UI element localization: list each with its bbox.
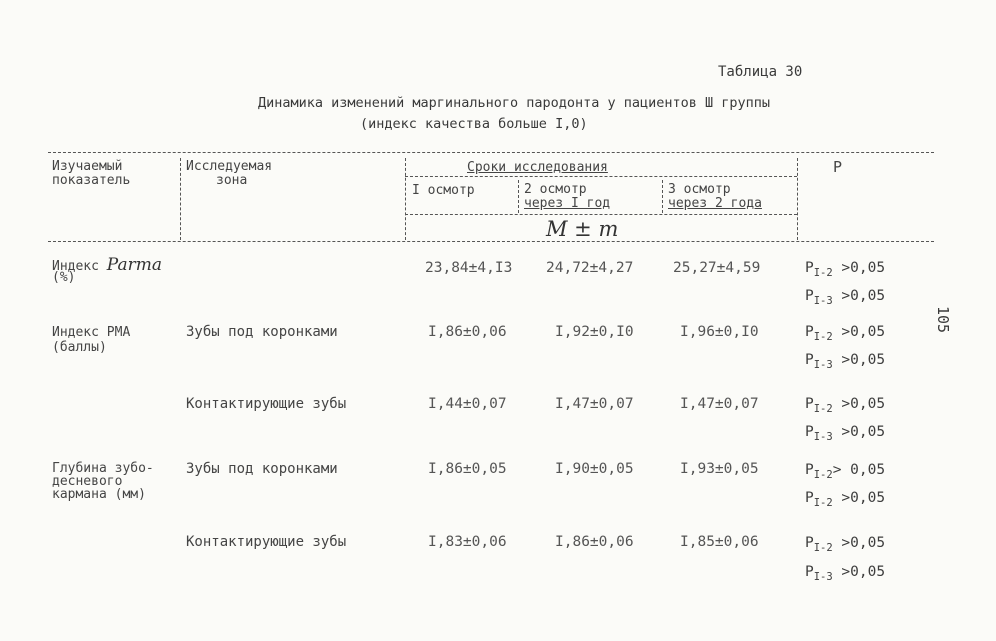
row-1-v1: 23,84±4,I3	[425, 260, 513, 276]
row-2-p2: $P_{I-3} >0,05$	[805, 352, 886, 371]
row-1-indicator: Индекс Parma (%)	[52, 255, 162, 285]
row-3-v3: I,47±0,07	[680, 396, 759, 412]
row-2-p1: $P_{I-2} >0,05$	[805, 324, 886, 343]
col-divider-3	[518, 180, 519, 213]
row-5-p2: $P_{I-3} >0,05$	[805, 564, 886, 583]
col-divider-5	[797, 158, 798, 240]
row-1-v2: 24,72±4,27	[546, 260, 634, 276]
row-3-zone: Контактирующие зубы	[186, 396, 347, 412]
table-subtitle: (индекс качества больше I,0)	[360, 116, 588, 132]
row-4-indicator: Глубина зубо- десневого кармана (мм)	[52, 461, 154, 502]
header-bottom-rule	[48, 241, 934, 242]
row-2-v3: I,96±0,I0	[680, 324, 759, 340]
exam-rule	[405, 214, 797, 215]
header-indicator: Изучаемый показатель	[52, 159, 131, 188]
row-5-zone: Контактирующие зубы	[186, 534, 347, 550]
row-4-v2: I,90±0,05	[555, 461, 634, 477]
col-divider-4	[662, 180, 663, 213]
header-exam-1: I осмотр	[412, 183, 475, 198]
row-5-v3: I,85±0,06	[680, 534, 759, 550]
row-2-v2: I,92±0,I0	[555, 324, 634, 340]
row-1-v3: 25,27±4,59	[673, 260, 761, 276]
header-zone: Исследуемая зона	[186, 159, 273, 188]
header-exam-3: 3 осмотр через 2 года	[668, 182, 762, 211]
row-4-v1: I,86±0,05	[428, 461, 507, 477]
row-3-v2: I,47±0,07	[555, 396, 634, 412]
terms-rule	[405, 176, 797, 177]
table-top-rule	[48, 152, 934, 153]
table-title: Динамика изменений маргинального пародонта у пациентов Ш группы	[258, 95, 771, 111]
col-divider-1	[180, 158, 181, 240]
row-3-p1: $P_{I-2} >0,05$	[805, 396, 886, 415]
header-p: P	[833, 158, 843, 176]
row-4-p2: $P_{I-2} >0,05$	[805, 490, 886, 509]
row-4-zone: Зубы под коронками	[186, 461, 338, 477]
header-stat: M ± m	[546, 217, 619, 241]
row-5-p1: $P_{I-2} >0,05$	[805, 535, 886, 554]
row-3-p2: $P_{I-3} >0,05$	[805, 424, 886, 443]
page-number: 105	[934, 306, 952, 334]
handwritten-parma: Parma	[106, 255, 162, 275]
row-4-p1: $P_{I-2}> 0,05$	[805, 462, 886, 481]
col-divider-2	[405, 158, 406, 240]
row-5-v1: I,83±0,06	[428, 534, 507, 550]
table-label: Таблица 30	[718, 64, 803, 80]
row-3-v1: I,44±0,07	[428, 396, 507, 412]
row-4-v3: I,93±0,05	[680, 461, 759, 477]
header-exam-2: 2 осмотр через I год	[524, 182, 611, 211]
row-1-p1: $P_{I-2} >0,05$	[805, 260, 886, 279]
row-2-indicator: Индекс РМА (баллы)	[52, 325, 131, 355]
row-2-zone: Зубы под коронками	[186, 324, 338, 340]
header-terms: Сроки исследования	[467, 160, 608, 175]
row-2-v1: I,86±0,06	[428, 324, 507, 340]
row-1-p2: $P_{I-3} >0,05$	[805, 288, 886, 307]
row-5-v2: I,86±0,06	[555, 534, 634, 550]
